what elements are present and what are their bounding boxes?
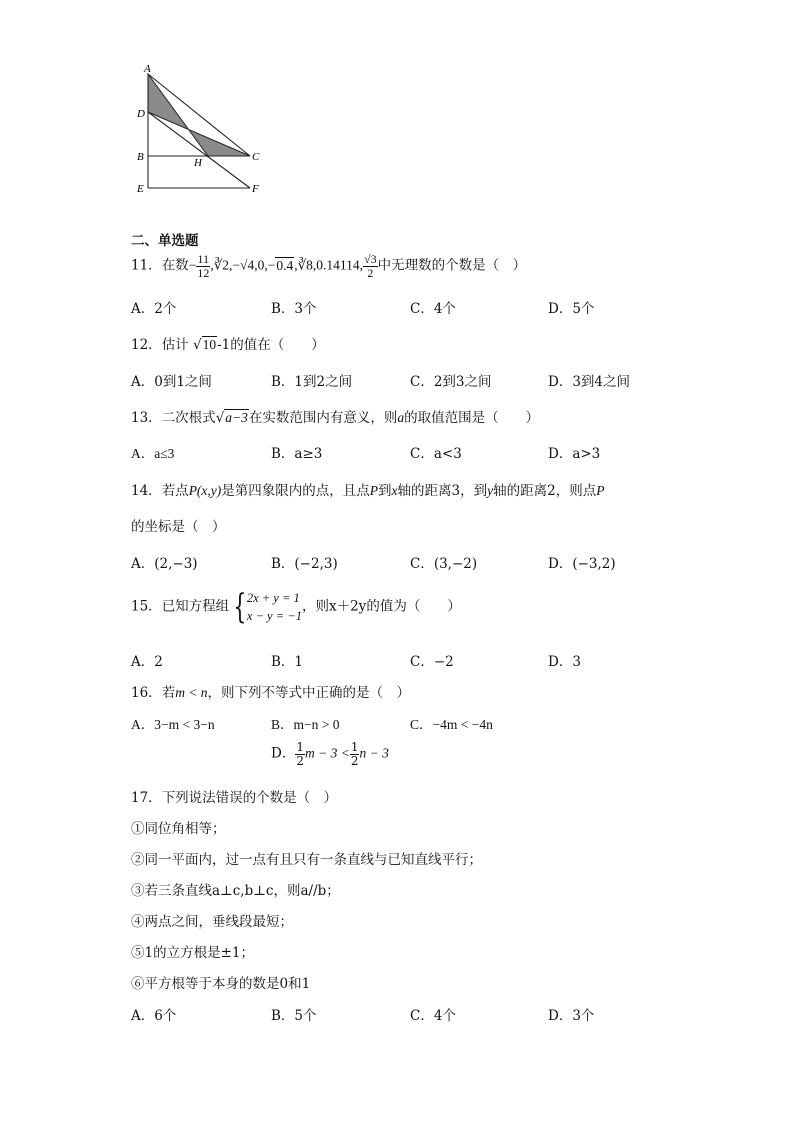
label-h: H bbox=[194, 157, 202, 169]
q12-suffix: -1的值在（ ） bbox=[217, 337, 325, 353]
q15-option-d[interactable]: D．3 bbox=[548, 654, 581, 670]
q16-option-a[interactable]: A．3−m < 3−n bbox=[131, 717, 215, 732]
q16-d-label: D． bbox=[271, 745, 296, 762]
label-b: B bbox=[137, 151, 144, 163]
q12-option-b[interactable]: B．1到2之间 bbox=[271, 374, 353, 390]
q17-item-3: ③若三条直线a⊥c,b⊥c，则a//b； bbox=[131, 883, 340, 899]
q17-item-2: ②同一平面内，过一点有且只有一条直线与已知直线平行； bbox=[131, 852, 482, 868]
q14-x: x bbox=[391, 483, 398, 498]
q14-mid2: 到 bbox=[378, 483, 392, 499]
q17-title: 下列说法错误的个数是（ ） bbox=[161, 790, 338, 806]
q13-number: 13． bbox=[131, 410, 162, 426]
q11-mid2: ,∛8,0.14114, bbox=[294, 257, 364, 273]
q15-eq2: x − y = −1 bbox=[246, 609, 302, 624]
q14-option-c[interactable]: C．(3,−2) bbox=[410, 556, 478, 572]
q14-option-a[interactable]: A．(2,−3) bbox=[131, 556, 198, 572]
q17-item-6: ⑥平方根等于本身的数是0和1 bbox=[131, 976, 311, 992]
q16-d-frac2-den: 2 bbox=[350, 753, 359, 768]
q11-fraction bbox=[196, 253, 210, 279]
q13-sqrt: a−3 bbox=[225, 410, 248, 425]
q11-minus: − bbox=[188, 257, 197, 273]
q11-option-a[interactable]: A．2个 bbox=[131, 301, 177, 317]
label-a: A bbox=[144, 63, 151, 75]
question-14-line2: 的坐标是（ ） bbox=[131, 519, 226, 535]
q14-mid1: 是第四象限内的点，且点 bbox=[221, 483, 370, 499]
q13-prefix: 二次根式 bbox=[161, 410, 216, 426]
q15-prefix: 已知方程组 bbox=[161, 598, 230, 615]
question-13: 13．二次根式√a−3在实数范围内有意义，则a的取值范围是（ ） bbox=[131, 410, 540, 426]
q11-sqrt: 0.4 bbox=[276, 257, 294, 273]
label-d: D bbox=[137, 108, 145, 120]
q11-frac-den: 12 bbox=[197, 265, 210, 280]
q12-option-d[interactable]: D．3到4之间 bbox=[548, 374, 631, 390]
q14-p: P bbox=[369, 483, 379, 498]
q14-option-d[interactable]: D．(−3,2) bbox=[548, 556, 616, 572]
q15-option-a[interactable]: A．2 bbox=[131, 654, 163, 670]
q16-d-frac1-num: 1 bbox=[296, 740, 304, 754]
q16-cond: m < n bbox=[175, 685, 208, 700]
q14-mid3: 轴的距离3，到 bbox=[397, 483, 488, 499]
q14-option-b[interactable]: B．(−2,3) bbox=[271, 556, 338, 572]
q11-option-c[interactable]: C．4个 bbox=[410, 301, 456, 317]
question-14-line1 bbox=[131, 479, 604, 499]
q11-option-d[interactable]: D．5个 bbox=[548, 301, 595, 317]
label-c: C bbox=[252, 151, 260, 163]
q16-d-frac1 bbox=[295, 741, 305, 767]
question-11 bbox=[131, 253, 526, 279]
q15-eq1: 2x + y = 1 bbox=[246, 591, 300, 605]
q12-sqrt: 10 bbox=[202, 337, 217, 352]
q11-frac-num: 11 bbox=[197, 252, 210, 266]
q16-number: 16． bbox=[131, 685, 162, 701]
q15-option-c[interactable]: C．−2 bbox=[410, 654, 454, 670]
q11-sqrt3: √3 bbox=[364, 252, 377, 266]
q15-suffix: ，则x＋2y的值为（ ） bbox=[301, 598, 461, 615]
q11-den2: 2 bbox=[367, 265, 374, 280]
question-17 bbox=[131, 786, 337, 806]
q16-option-d[interactable] bbox=[271, 741, 389, 767]
q16-d-b: n − 3 bbox=[359, 745, 389, 761]
q15-option-b[interactable]: B．1 bbox=[271, 654, 304, 670]
label-f: F bbox=[252, 183, 259, 195]
q13-suffix: 的取值范围是（ ） bbox=[404, 410, 540, 426]
q16-d-frac1-den: 2 bbox=[296, 753, 304, 768]
question-12: 12．估计 √10-1的值在（ ） bbox=[131, 337, 325, 353]
q11-fraction2 bbox=[363, 253, 378, 279]
q13-mid: 在实数范围内有意义，则 bbox=[248, 410, 398, 426]
q17-item-4: ④两点之间，垂线段最短； bbox=[131, 914, 293, 930]
q16-d-a: m − 3 < bbox=[304, 745, 350, 761]
q16-d-frac2-num: 1 bbox=[350, 740, 359, 754]
q15-system bbox=[247, 589, 302, 625]
q11-suffix: 中无理数的个数是（ ） bbox=[377, 257, 527, 274]
q12-number: 12． bbox=[131, 337, 162, 353]
label-e: E bbox=[137, 183, 144, 195]
q17-option-a[interactable]: A．6个 bbox=[131, 1008, 177, 1024]
q11-number: 11． bbox=[131, 257, 162, 274]
question-15 bbox=[131, 587, 461, 628]
q13-option-a[interactable]: A．a≤3 bbox=[131, 446, 175, 461]
q17-option-d[interactable]: D．3个 bbox=[548, 1008, 595, 1024]
q16-prefix: 若 bbox=[161, 685, 176, 701]
q14-mid4: 轴的距离2，则点 bbox=[493, 483, 597, 499]
q15-number: 15． bbox=[131, 598, 162, 615]
q14-point: P(x,y) bbox=[188, 483, 222, 498]
q17-item-5: ⑤1的立方根是±1； bbox=[131, 945, 254, 961]
q14-y: y bbox=[487, 483, 494, 498]
q12-prefix: 估计 bbox=[161, 337, 189, 353]
q14-number: 14． bbox=[131, 483, 162, 499]
q17-option-c[interactable]: C．4个 bbox=[410, 1008, 456, 1024]
q17-option-b[interactable]: B．5个 bbox=[271, 1008, 317, 1024]
q12-option-c[interactable]: C．2到3之间 bbox=[410, 374, 492, 390]
q17-item-1: ①同位角相等； bbox=[131, 821, 226, 837]
q15-brace: { bbox=[233, 587, 247, 628]
section-title: 二、单选题 bbox=[131, 233, 199, 249]
q16-suffix: ，则下列不等式中正确的是（ ） bbox=[207, 685, 411, 701]
q11-mid1: ,∛2,−√4,0,− bbox=[210, 257, 276, 273]
q13-option-c[interactable]: C．a<3 bbox=[410, 446, 462, 462]
q11-prefix: 在数 bbox=[161, 257, 189, 274]
q14-p2: P bbox=[596, 483, 605, 498]
question-16 bbox=[131, 681, 410, 701]
q14-line1: 若点 bbox=[161, 483, 189, 499]
q16-option-b[interactable]: B．m−n > 0 bbox=[271, 717, 340, 732]
q13-option-d[interactable]: D．a>3 bbox=[548, 446, 601, 462]
q12-option-a[interactable]: A．0到1之间 bbox=[131, 374, 212, 390]
geometry-figure bbox=[130, 62, 270, 197]
q13-var: a bbox=[397, 410, 405, 425]
q16-option-c[interactable]: C．−4m < −4n bbox=[410, 717, 493, 732]
q13-option-b[interactable]: B．a≥3 bbox=[271, 446, 323, 462]
q11-option-b[interactable]: B．3个 bbox=[271, 301, 317, 317]
q17-number: 17． bbox=[131, 790, 162, 806]
